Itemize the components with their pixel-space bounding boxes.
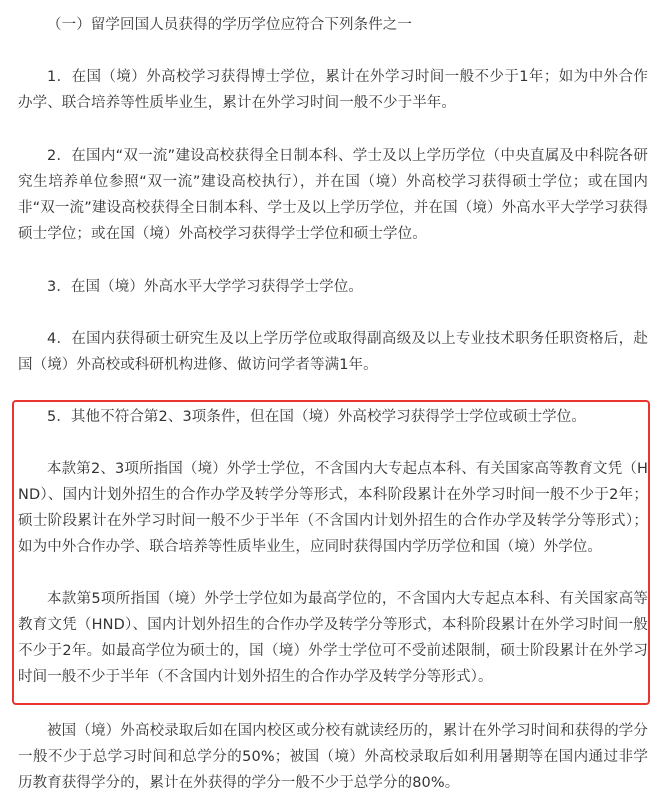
note-paragraph-2: 本款第5项所指国（境）外学士学位如为最高学位的，不含国内大专起点本科、有关国家高等教育文凭（HND）、国内计划外招生的合作办学及转学分等形式，本科阶段累计在外学习时间一般不少于2年。如最高学位为硕士的，国（境）外学士学位可不受前述限制，硕士阶段累计在外学习时间一般不少于半年（不含国内计划外招生的合作办学及转学分等形式）。 <box>18 591 648 685</box>
condition-item-2: 2．在国内“双一流”建设高校获得全日制本科、学士及以上学历学位（中央直属及中科院各研究生培养单位参照“双一流”建设高校执行），并在国（境）外高校学习获得硕士学位；或在国内非“双一流”建设高校获得全日制本科、学士及以上学历学位，并在国（境）外高水平大学学习获得硕士学位；或在国（境）外高校学习获得学士学位和硕士学位。 <box>18 148 648 242</box>
note-paragraph-1: 本款第2、3项所指国（境）外学士学位，不含国内大专起点本科、有关国家高等教育文凭（HND）、国内计划外招生的合作办学及转学分等形式，本科阶段累计在外学习时间一般不少于2年；硕士阶段累计在外学习时间一般不少于半年（不含国内计划外招生的合作办学及转学分等形式）；如为中外合作办学、联合培养等性质毕业生，应同时获得国内学历学位和国（境）外学位。 <box>18 461 648 555</box>
footer-paragraph: 被国（境）外高校录取后如在国内校区或分校有就读经历的，累计在外学习时间和获得的学分一般不少于总学习时间和总学分的50%；被国（境）外高校录取后如利用暑期等在国内通过非学历教育获得学分的，累计在外获得的学分一般不少于总学分的80%。 <box>18 723 648 791</box>
condition-item-3: 3．在国（境）外高水平大学学习获得学士学位。 <box>47 279 363 295</box>
condition-item-4: 4．在国内获得硕士研究生及以上学历学位或取得副高级及以上专业技术职务任职资格后，赴国（境）外高校或科研机构进修、做访问学者等满1年。 <box>18 331 648 373</box>
condition-item-5: 5．其他不符合第2、3项条件，但在国（境）外高校学习获得学士学位或硕士学位。 <box>47 409 586 425</box>
section-heading: （一）留学回国人员获得的学历学位应符合下列条件之一 <box>47 17 412 33</box>
condition-item-1: 1．在国（境）外高校学习获得博士学位，累计在外学习时间一般不少于1年；如为中外合作办学、联合培养等性质毕业生，累计在外学习时间一般不少于半年。 <box>18 69 648 111</box>
